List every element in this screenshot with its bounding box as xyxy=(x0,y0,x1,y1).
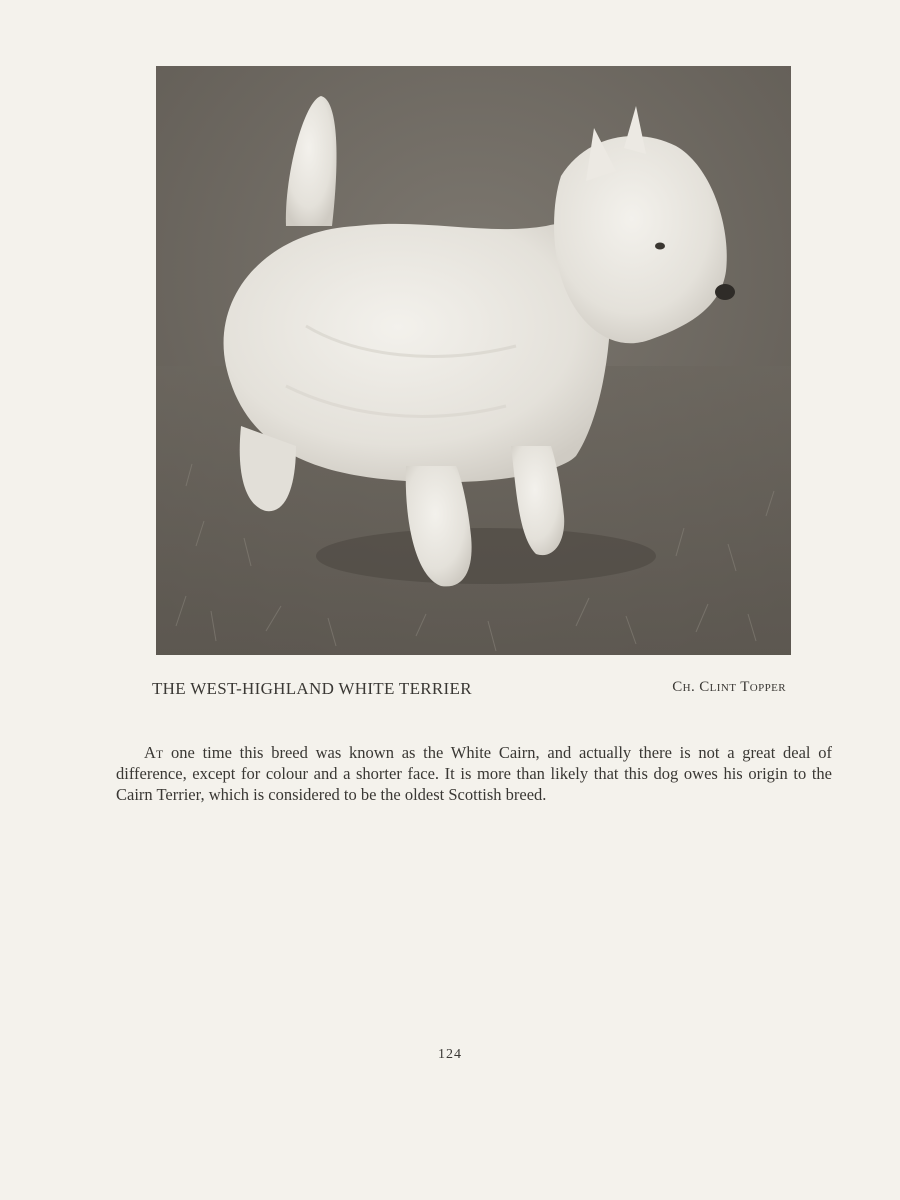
paragraph-lead-word: At xyxy=(144,743,164,762)
dog-photograph xyxy=(156,66,791,655)
plate-caption-title: THE WEST-HIGHLAND WHITE TERRIER xyxy=(152,679,472,698)
page-number: 124 xyxy=(438,1047,462,1062)
body-paragraph xyxy=(116,742,832,805)
plate-caption-dog-name: Ch. Clint Topper xyxy=(672,679,786,695)
paragraph-text: one time this breed was known as the White Cairn, and actually there is not a great deal of difference, except for colour and a shorter face. It is more than likely that this dog owes his origin to the Cairn Terrier, which is considered to be the oldest Scottish breed. xyxy=(116,743,832,804)
